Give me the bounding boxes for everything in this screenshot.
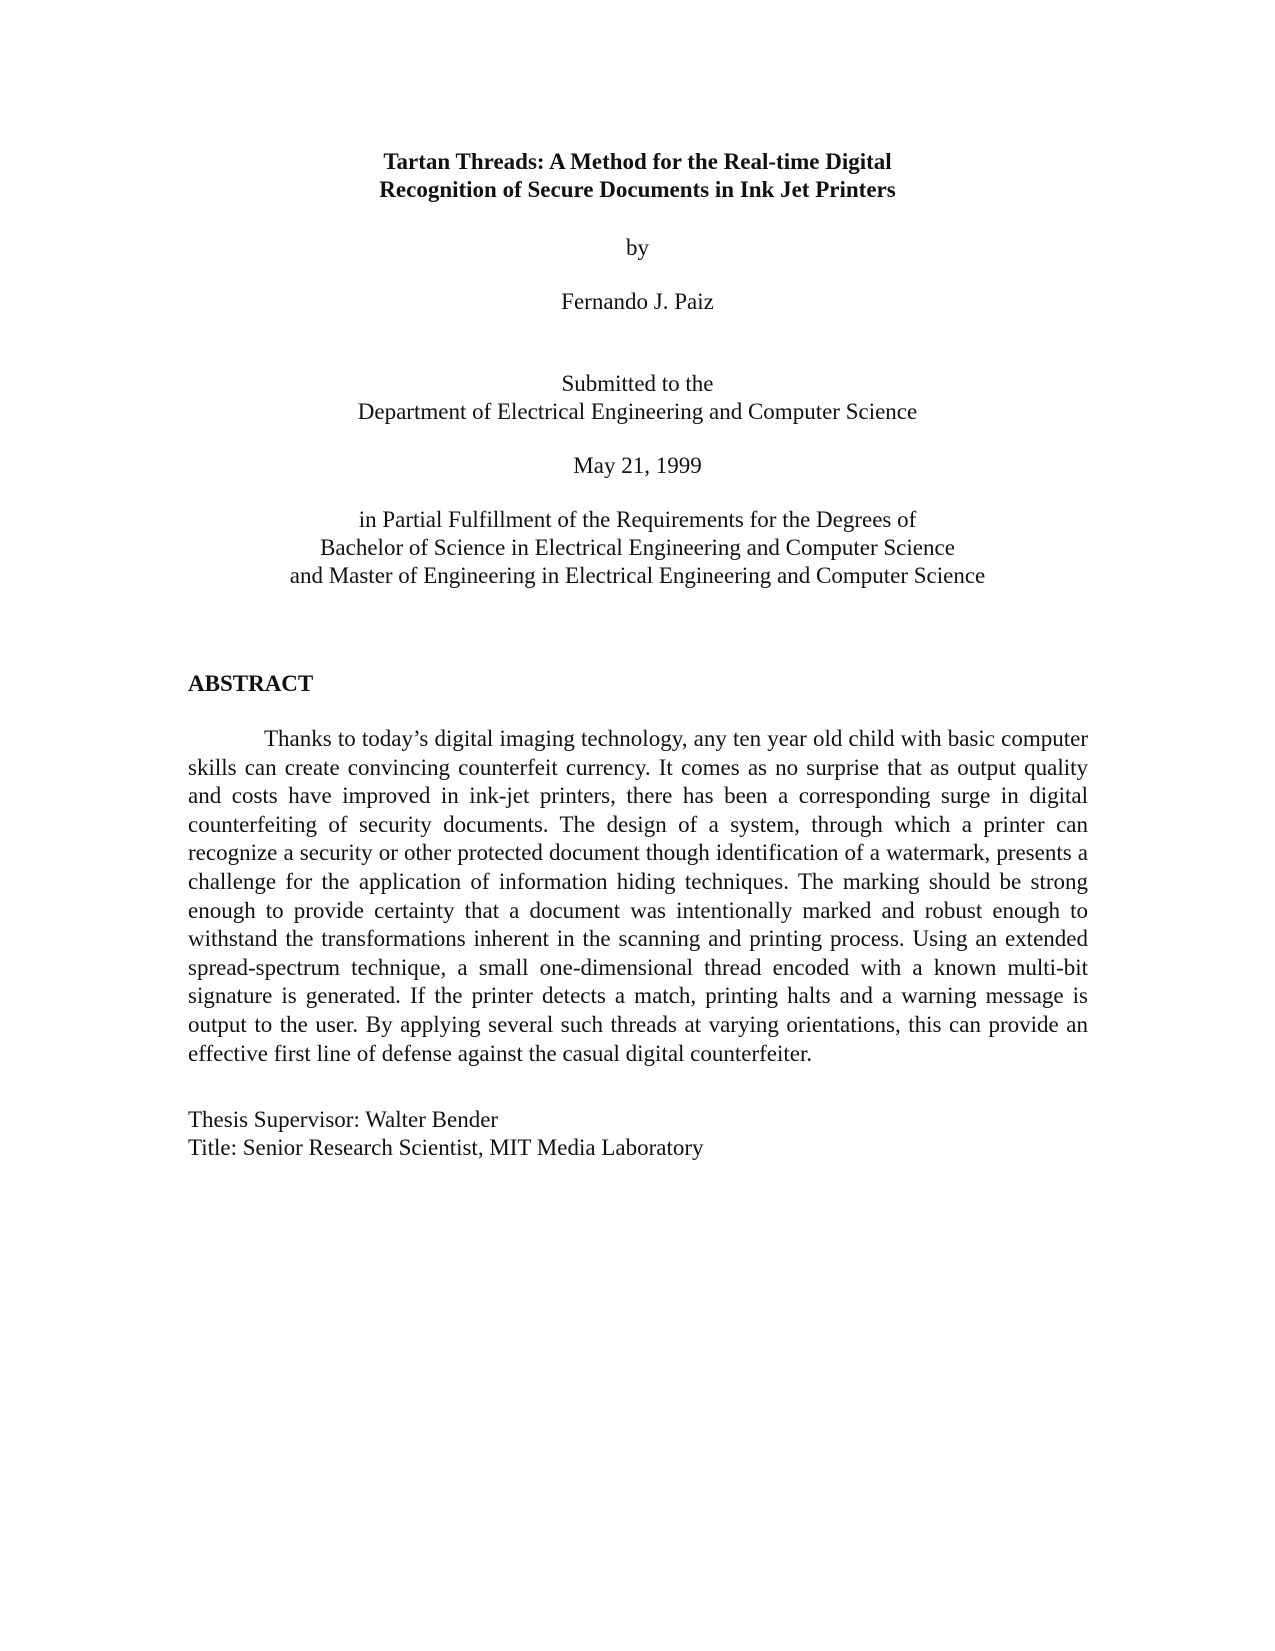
supervisor-name: Thesis Supervisor: Walter Bender: [188, 1107, 499, 1132]
fulfillment-line-3: and Master of Engineering in Electrical Engineering and Computer Science: [289, 563, 986, 588]
fulfillment-line-1: in Partial Fulfillment of the Requirements for the Degrees of: [358, 507, 917, 532]
thesis-supervisor: [188, 1106, 704, 1162]
author-name: Fernando J. Paiz: [561, 289, 714, 314]
by-label: by: [626, 235, 649, 260]
abstract-heading: ABSTRACT: [188, 671, 314, 696]
abstract-text: Thanks to today’s digital imaging technology, any ten year old child with basic computer skills can create convincing counterfeit currency. It comes as no surprise that as output quality and costs have improved in ink-jet printers, there has been a corresponding surge in digital counterfeiting of security documents. The design of a system, through which a printer can recognize a security or other protected document though identification of a watermark, presents a challenge for the application of information hiding techniques. The marking should be strong enough to provide certainty that a document was intentionally marked and robust enough to withstand the transformations inherent in the scanning and printing process. Using an extended spread-spectrum technique, a small one-dimensional thread encoded with a known multi-bit signature is generated. If the printer detects a match, printing halts and a warning message is output to the user. By applying several such threads at varying orientations, this can provide an effective first line of defense against the casual digital counterfeiter.: [188, 726, 1088, 1066]
submission-statement: [0, 370, 1275, 426]
submission-date: May 21, 1999: [573, 453, 702, 478]
submission-line-2: Department of Electrical Engineering and Computer Science: [357, 399, 918, 424]
degree-fulfillment: [0, 506, 1275, 590]
submission-line-1: Submitted to the: [561, 371, 714, 396]
title-line-2: Recognition of Secure Documents in Ink Jet Printers: [379, 177, 896, 202]
supervisor-title: Title: Senior Research Scientist, MIT Media Laboratory: [188, 1135, 704, 1160]
thesis-title: [0, 148, 1275, 204]
fulfillment-line-2: Bachelor of Science in Electrical Engineering and Computer Science: [320, 535, 955, 560]
title-line-1: Tartan Threads: A Method for the Real-time Digital: [383, 149, 892, 174]
